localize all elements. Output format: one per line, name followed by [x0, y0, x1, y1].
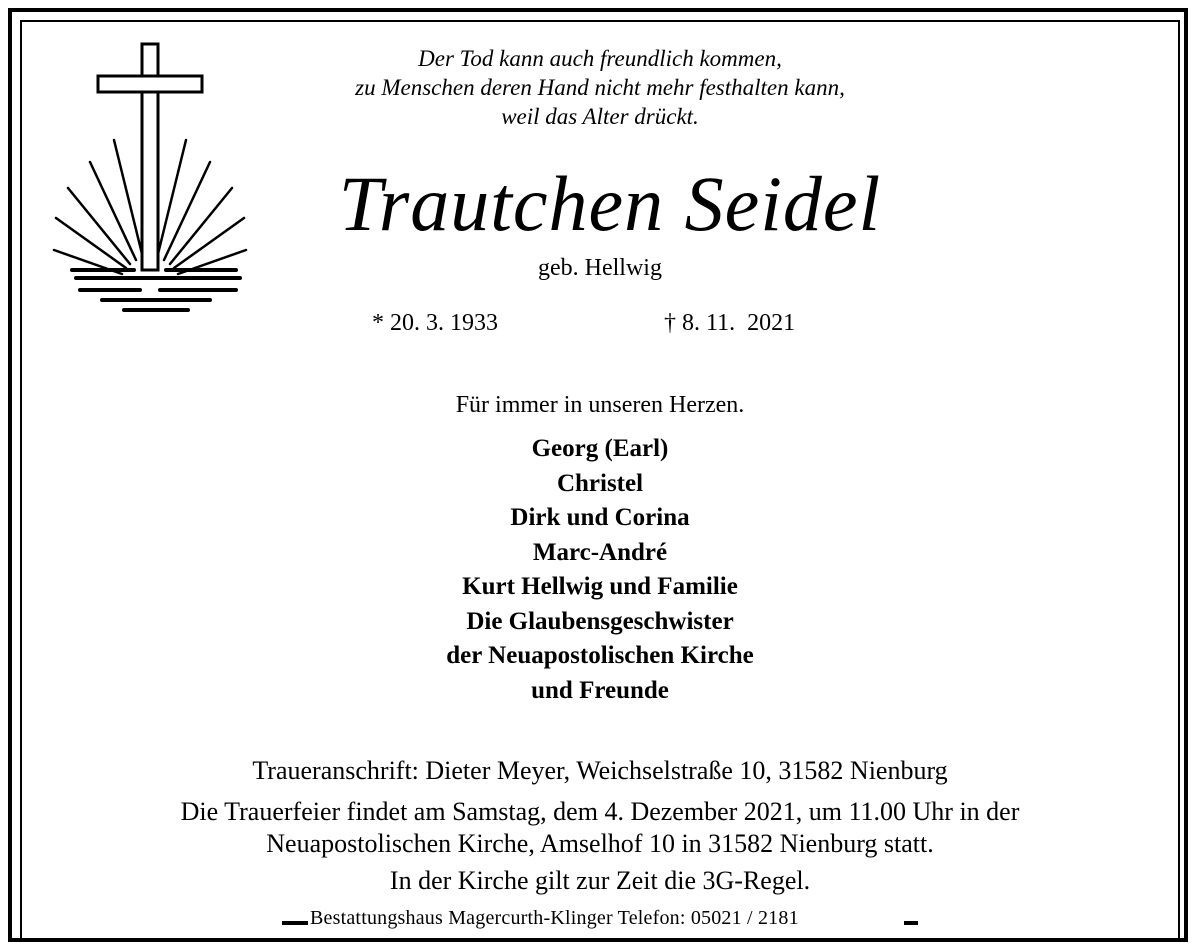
mourner-line: der Neuapostolischen Kirche — [446, 642, 754, 669]
ceremony-info — [40, 796, 1160, 860]
ceremony-line: Neuapostolischen Kirche, Amselhof 10 in 31582 Nienburg statt. — [266, 829, 934, 858]
birth-date: * 20. 3. 1933 — [372, 310, 498, 336]
footer-divider-left — [282, 921, 308, 925]
mourner-line: Dirk und Corina — [510, 504, 690, 531]
footer-divider-right — [904, 921, 918, 925]
cross-sunrise-icon — [50, 40, 250, 320]
mourner-line: Georg (Earl) — [531, 435, 669, 462]
covid-rule: In der Kirche gilt zur Zeit die 3G-Regel. — [389, 866, 811, 895]
death-date: † 8. 11. 2021 — [664, 310, 796, 336]
mourner-line: Kurt Hellwig und Familie — [462, 573, 738, 600]
mourner-line: Christel — [556, 469, 644, 497]
mourners-list — [250, 432, 950, 708]
footer — [20, 905, 1180, 935]
motto: Für immer in unseren Herzen. — [455, 392, 745, 418]
mourner-line: Die Glaubensgeschwister — [466, 607, 734, 635]
ceremony-line: Die Trauerfeier findet am Samstag, dem 4. Dezember 2021, um 11.00 Uhr in der — [180, 797, 1020, 826]
funeral-home-contact: Bestattungshaus Magercurth-Klinger Telefon: 05021 / 2181 — [310, 907, 799, 929]
poem — [250, 44, 950, 131]
poem-line: zu Menschen deren Hand nicht mehr festhalten kann, — [355, 75, 845, 100]
mourner-line: Marc-André — [532, 538, 668, 566]
deceased-name: Trautchen Seidel — [338, 160, 882, 247]
poem-line: Der Tod kann auch freundlich kommen, — [418, 46, 782, 71]
maiden-name: geb. Hellwig — [538, 255, 662, 281]
mourner-line: und Freunde — [531, 676, 669, 704]
poem-line: weil das Alter drückt. — [501, 104, 699, 129]
mourning-address: Traueranschrift: Dieter Meyer, Weichselstraße 10, 31582 Nienburg — [252, 756, 948, 785]
